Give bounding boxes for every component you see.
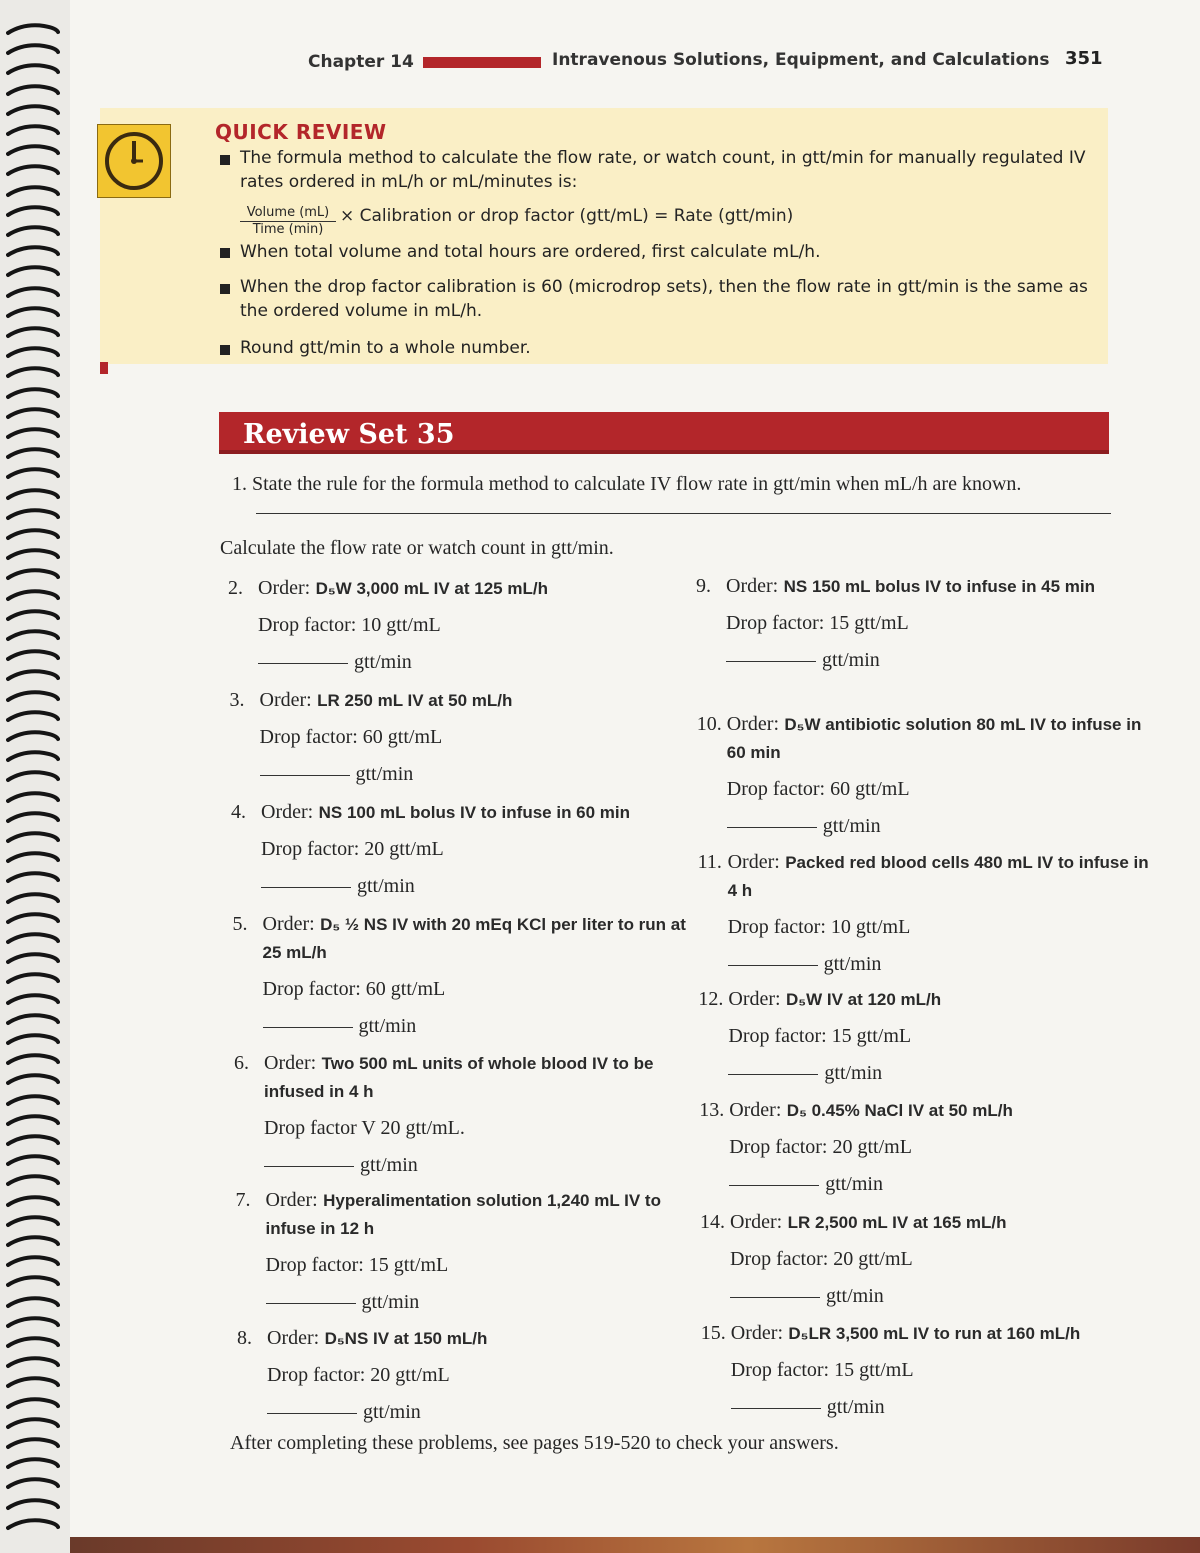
- binding-ring: [6, 204, 60, 218]
- problem-order: [228, 575, 688, 603]
- problem-number: 8.: [237, 1327, 252, 1349]
- problem-number: 14.: [700, 1211, 725, 1233]
- problem-order: [237, 1325, 697, 1353]
- answer-row: [236, 1291, 696, 1314]
- problem-order: [699, 1097, 1159, 1125]
- answer-blank[interactable]: [266, 1303, 356, 1304]
- answer-blank[interactable]: [264, 1166, 354, 1167]
- problem-12: [698, 986, 1158, 1085]
- order-text: D₅NS IV at 150 mL/h: [324, 1329, 488, 1348]
- problem-5: [233, 911, 693, 1038]
- problem-10: [697, 711, 1157, 838]
- answer-unit: gtt/min: [355, 763, 414, 785]
- problem-order: [697, 711, 1157, 767]
- problem-number: 7.: [235, 1189, 251, 1211]
- problem-order: [231, 799, 691, 827]
- formula-numerator: Volume (mL): [240, 205, 336, 222]
- binding-ring: [6, 1517, 60, 1531]
- binding-ring: [6, 891, 60, 905]
- binding-ring: [6, 264, 60, 278]
- binding-ring: [6, 103, 60, 117]
- binding-ring: [6, 143, 60, 157]
- order-label: Order:: [262, 913, 315, 935]
- problem-2: [228, 575, 688, 674]
- chapter-label: Chapter 14: [308, 52, 414, 72]
- binding-ring: [6, 184, 60, 198]
- answer-blank[interactable]: [267, 1413, 357, 1414]
- problem-13: [699, 1097, 1159, 1196]
- order-label: Order:: [730, 1322, 783, 1344]
- binding-ring: [6, 547, 60, 561]
- header-rule: [423, 57, 541, 68]
- problem-number: 3.: [229, 689, 245, 711]
- drop-factor: Drop factor: 20 gtt/mL: [730, 1248, 913, 1270]
- binding-ring: [6, 1274, 60, 1288]
- order-text: D₅W IV at 120 mL/h: [786, 990, 942, 1009]
- binding-ring: [6, 1396, 60, 1410]
- formula-expression: × Calibration or drop factor (gtt/mL) = Rate (gtt/min): [340, 206, 794, 226]
- binding-ring: [6, 1355, 60, 1369]
- binding-ring: [6, 123, 60, 137]
- binding-ring: [6, 810, 60, 824]
- answer-unit: gtt/min: [824, 1062, 883, 1084]
- binding-ring: [6, 325, 60, 339]
- binding-ring: [6, 507, 60, 521]
- binding-ring: [6, 466, 60, 480]
- order-text: D₅W 3,000 mL IV at 125 mL/h: [315, 579, 548, 598]
- order-text: NS 100 mL bolus IV to infuse in 60 min: [318, 803, 631, 822]
- problem-order: [700, 1209, 1160, 1237]
- problem-order: [698, 986, 1158, 1014]
- binding-ring: [6, 1072, 60, 1086]
- binding-ring: [6, 769, 60, 783]
- binding-ring: [6, 1315, 60, 1329]
- binding-ring: [6, 790, 60, 804]
- binding-ring: [6, 1173, 60, 1187]
- order-label: Order:: [728, 988, 781, 1010]
- order-text: LR 2,500 mL IV at 165 mL/h: [787, 1213, 1007, 1232]
- answer-unit: gtt/min: [826, 1396, 885, 1418]
- order-label: Order:: [727, 851, 780, 873]
- binding-ring: [6, 345, 60, 359]
- drop-factor: Drop factor: 60 gtt/mL: [726, 778, 910, 800]
- quick-review-bullet-2: When total volume and total hours are ordered, first calculate mL/h.: [240, 242, 821, 262]
- binding-ring: [6, 1375, 60, 1389]
- binding-ring: [6, 244, 60, 258]
- binding-ring: [6, 1254, 60, 1268]
- answer-row: [698, 953, 1158, 976]
- answer-row: [696, 649, 1156, 672]
- problem-order: [236, 1187, 696, 1243]
- problem-8: [237, 1325, 697, 1424]
- binding-ring: [6, 830, 60, 844]
- binding-ring: [6, 729, 60, 743]
- drop-factor: Drop factor: 20 gtt/mL: [267, 1364, 450, 1386]
- order-label: Order:: [267, 1327, 320, 1349]
- problem-9: [696, 573, 1156, 672]
- problem-number: 11.: [697, 851, 722, 873]
- order-label: Order:: [265, 1189, 318, 1211]
- binding-ring: [6, 911, 60, 925]
- binding-ring: [6, 709, 60, 723]
- answer-row: [231, 875, 691, 898]
- order-text: Two 500 mL units of whole blood IV to be infused in 4 h: [264, 1054, 654, 1101]
- page-bottom-edge: [70, 1537, 1200, 1553]
- answer-unit: gtt/min: [823, 953, 882, 975]
- quick-review-title: QUICK REVIEW: [215, 120, 387, 144]
- problem-order: [696, 573, 1156, 601]
- problem-order: [701, 1320, 1161, 1348]
- order-label: Order:: [726, 713, 779, 735]
- binding-ring: [6, 1012, 60, 1026]
- binding-ring: [6, 487, 60, 501]
- binding-ring: [6, 1214, 60, 1228]
- binding-ring: [6, 1476, 60, 1490]
- answer-unit: gtt/min: [826, 1285, 884, 1307]
- order-label: Order:: [259, 689, 312, 711]
- binding-ring: [6, 365, 60, 379]
- problem-number: 2.: [228, 577, 243, 599]
- binding-ring: [6, 1436, 60, 1450]
- answer-unit: gtt/min: [822, 815, 881, 837]
- problem-number: 4.: [231, 801, 246, 823]
- order-label: Order:: [264, 1052, 317, 1074]
- answer-blank[interactable]: [731, 1408, 821, 1409]
- order-text: LR 250 mL IV at 50 mL/h: [317, 691, 513, 710]
- answer-blank[interactable]: [726, 661, 816, 662]
- answer-reference: After completing these problems, see pages 519-520 to check your answers.: [230, 1432, 839, 1454]
- order-text: D₅ 0.45% NaCl IV at 50 mL/h: [786, 1101, 1013, 1120]
- bullet-marker: [220, 248, 230, 258]
- page-number: 351: [1065, 48, 1103, 69]
- binding-ring: [6, 1153, 60, 1167]
- quick-review-bullet-3: When the drop factor calibration is 60 (microdrop sets), then the flow rate in gtt/min is the same as the ordered volume in mL/h.: [240, 277, 1088, 321]
- problem-order: [698, 849, 1158, 905]
- binding-ring: [6, 83, 60, 97]
- answer-blank[interactable]: [263, 1027, 353, 1028]
- answer-unit: gtt/min: [363, 1401, 421, 1423]
- binding-ring: [6, 689, 60, 703]
- answer-blank[interactable]: [728, 965, 818, 966]
- binding-ring: [6, 224, 60, 238]
- drop-factor: Drop factor: 10 gtt/mL: [727, 916, 911, 938]
- clock-icon: [97, 124, 171, 198]
- drop-factor: Drop factor: 15 gtt/mL: [265, 1254, 449, 1276]
- drop-factor: Drop factor: 60 gtt/mL: [262, 978, 446, 1000]
- answer-row: [233, 1015, 693, 1038]
- order-text: D₅ ½ NS IV with 20 mEq KCl per liter to run at 25 mL/h: [262, 915, 686, 962]
- answer-row: [700, 1285, 1160, 1308]
- binding-ring: [6, 1416, 60, 1430]
- formula-fraction: [240, 205, 336, 237]
- binding-ring: [6, 1497, 60, 1511]
- binding-ring: [6, 62, 60, 76]
- chapter-title: Intravenous Solutions, Equipment, and Calculations: [552, 50, 1050, 70]
- order-text: D₅W antibiotic solution 80 mL IV to infuse in 60 min: [726, 715, 1142, 762]
- binding-ring: [6, 1093, 60, 1107]
- answer-blank[interactable]: [728, 1074, 818, 1075]
- answer-row: [237, 1401, 697, 1424]
- answer-row: [230, 763, 690, 786]
- order-label: Order:: [258, 577, 311, 599]
- answer-blank[interactable]: [729, 1185, 819, 1186]
- binding-ring: [6, 648, 60, 662]
- problem-15: [701, 1320, 1161, 1419]
- problem-number: 15.: [700, 1322, 726, 1344]
- drop-factor: Drop factor: 20 gtt/mL: [261, 838, 444, 860]
- binding-ring: [6, 1295, 60, 1309]
- bullet-marker: [220, 345, 230, 355]
- binding-ring: [6, 285, 60, 299]
- spiral-binding: [0, 0, 70, 1553]
- answer-row: [699, 1173, 1159, 1196]
- binding-ring: [6, 446, 60, 460]
- answer-blank[interactable]: [727, 827, 817, 828]
- binding-ring: [6, 527, 60, 541]
- binding-ring: [6, 749, 60, 763]
- answer-row: [697, 815, 1157, 838]
- problem-order: [233, 911, 693, 967]
- instructions: Calculate the flow rate or watch count in gtt/min.: [220, 537, 614, 559]
- order-text: Packed red blood cells 480 mL IV to infuse in 4 h: [727, 853, 1149, 900]
- answer-blank[interactable]: [260, 775, 350, 776]
- order-text: NS 150 mL bolus IV to infuse in 45 min: [783, 577, 1096, 596]
- answer-unit: gtt/min: [825, 1173, 883, 1195]
- binding-ring: [6, 1052, 60, 1066]
- answer-unit: gtt/min: [360, 1154, 418, 1176]
- order-text: D₅LR 3,500 mL IV to run at 160 mL/h: [788, 1324, 1081, 1343]
- binding-ring: [6, 1335, 60, 1349]
- drop-factor: Drop factor: 15 gtt/mL: [730, 1359, 914, 1381]
- binding-ring: [6, 668, 60, 682]
- binding-ring: [6, 588, 60, 602]
- binding-ring: [6, 971, 60, 985]
- drop-factor: Drop factor: 10 gtt/mL: [258, 614, 441, 636]
- order-label: Order:: [261, 801, 314, 823]
- formula-denominator: Time (min): [252, 222, 324, 237]
- quick-review-bullet-4: Round gtt/min to a whole number.: [240, 338, 531, 358]
- problem-6: [234, 1050, 694, 1177]
- drop-factor: Drop factor: 60 gtt/mL: [259, 726, 443, 748]
- problem-11: [698, 849, 1158, 976]
- binding-ring: [6, 42, 60, 56]
- answer-row: [701, 1396, 1161, 1419]
- drop-factor: Drop factor: 20 gtt/mL: [729, 1136, 912, 1158]
- binding-ring: [6, 931, 60, 945]
- answer-unit: gtt/min: [357, 875, 415, 897]
- problem-order: [234, 1050, 694, 1106]
- answer-row: [698, 1062, 1158, 1085]
- problem-7: [236, 1187, 696, 1314]
- binding-ring: [6, 1234, 60, 1248]
- bullet-marker: [220, 155, 230, 165]
- binding-ring: [6, 426, 60, 440]
- problem-order: [230, 687, 690, 715]
- binding-ring: [6, 1133, 60, 1147]
- binding-ring: [6, 567, 60, 581]
- bullet-marker: [220, 284, 230, 294]
- problem-3: [230, 687, 690, 786]
- answer-unit: gtt/min: [822, 649, 880, 671]
- quick-review-bullet-1: The formula method to calculate the flow rate, or watch count, in gtt/min for manually regulated IV rates ordered in mL/h or mL/minutes is:: [240, 148, 1086, 192]
- binding-ring: [6, 870, 60, 884]
- answer-row: [234, 1154, 694, 1177]
- problem-14: [700, 1209, 1160, 1308]
- question-1: 1. State the rule for the formula method to calculate IV flow rate in gtt/min when mL/h are known.: [232, 473, 1022, 495]
- binding-ring: [6, 22, 60, 36]
- binding-ring: [6, 305, 60, 319]
- binding-ring: [6, 1194, 60, 1208]
- binding-ring: [6, 992, 60, 1006]
- problem-4: [231, 799, 691, 898]
- binding-ring: [6, 951, 60, 965]
- drop-factor: Drop factor: 15 gtt/mL: [726, 612, 909, 634]
- binding-ring: [6, 1032, 60, 1046]
- review-set-title: Review Set 35: [243, 419, 455, 450]
- answer-line-1[interactable]: [256, 513, 1111, 514]
- binding-ring: [6, 406, 60, 420]
- binding-ring: [6, 1113, 60, 1127]
- drop-factor: Drop factor: 15 gtt/mL: [728, 1025, 912, 1047]
- problem-number: 12.: [698, 988, 724, 1010]
- answer-blank[interactable]: [730, 1297, 820, 1298]
- binding-ring: [6, 163, 60, 177]
- answer-unit: gtt/min: [354, 651, 412, 673]
- answer-blank[interactable]: [258, 663, 348, 664]
- binding-ring: [6, 850, 60, 864]
- answer-unit: gtt/min: [361, 1291, 420, 1313]
- problem-number: 5.: [232, 913, 248, 935]
- binding-ring: [6, 386, 60, 400]
- answer-unit: gtt/min: [358, 1015, 417, 1037]
- answer-row: [228, 651, 688, 674]
- problem-number: 9.: [696, 575, 711, 597]
- drop-factor: Drop factor V 20 gtt/mL.: [264, 1117, 465, 1139]
- binding-ring: [6, 608, 60, 622]
- quick-review-accent: [100, 362, 108, 374]
- binding-ring: [6, 1456, 60, 1470]
- order-label: Order:: [730, 1211, 783, 1233]
- answer-blank[interactable]: [261, 887, 351, 888]
- problem-number: 13.: [699, 1099, 725, 1121]
- problem-number: 6.: [234, 1052, 249, 1074]
- problem-number: 10.: [696, 713, 722, 735]
- order-text: Hyperalimentation solution 1,240 mL IV to infuse in 12 h: [265, 1191, 661, 1238]
- binding-ring: [6, 628, 60, 642]
- order-label: Order:: [729, 1099, 782, 1121]
- order-label: Order:: [726, 575, 779, 597]
